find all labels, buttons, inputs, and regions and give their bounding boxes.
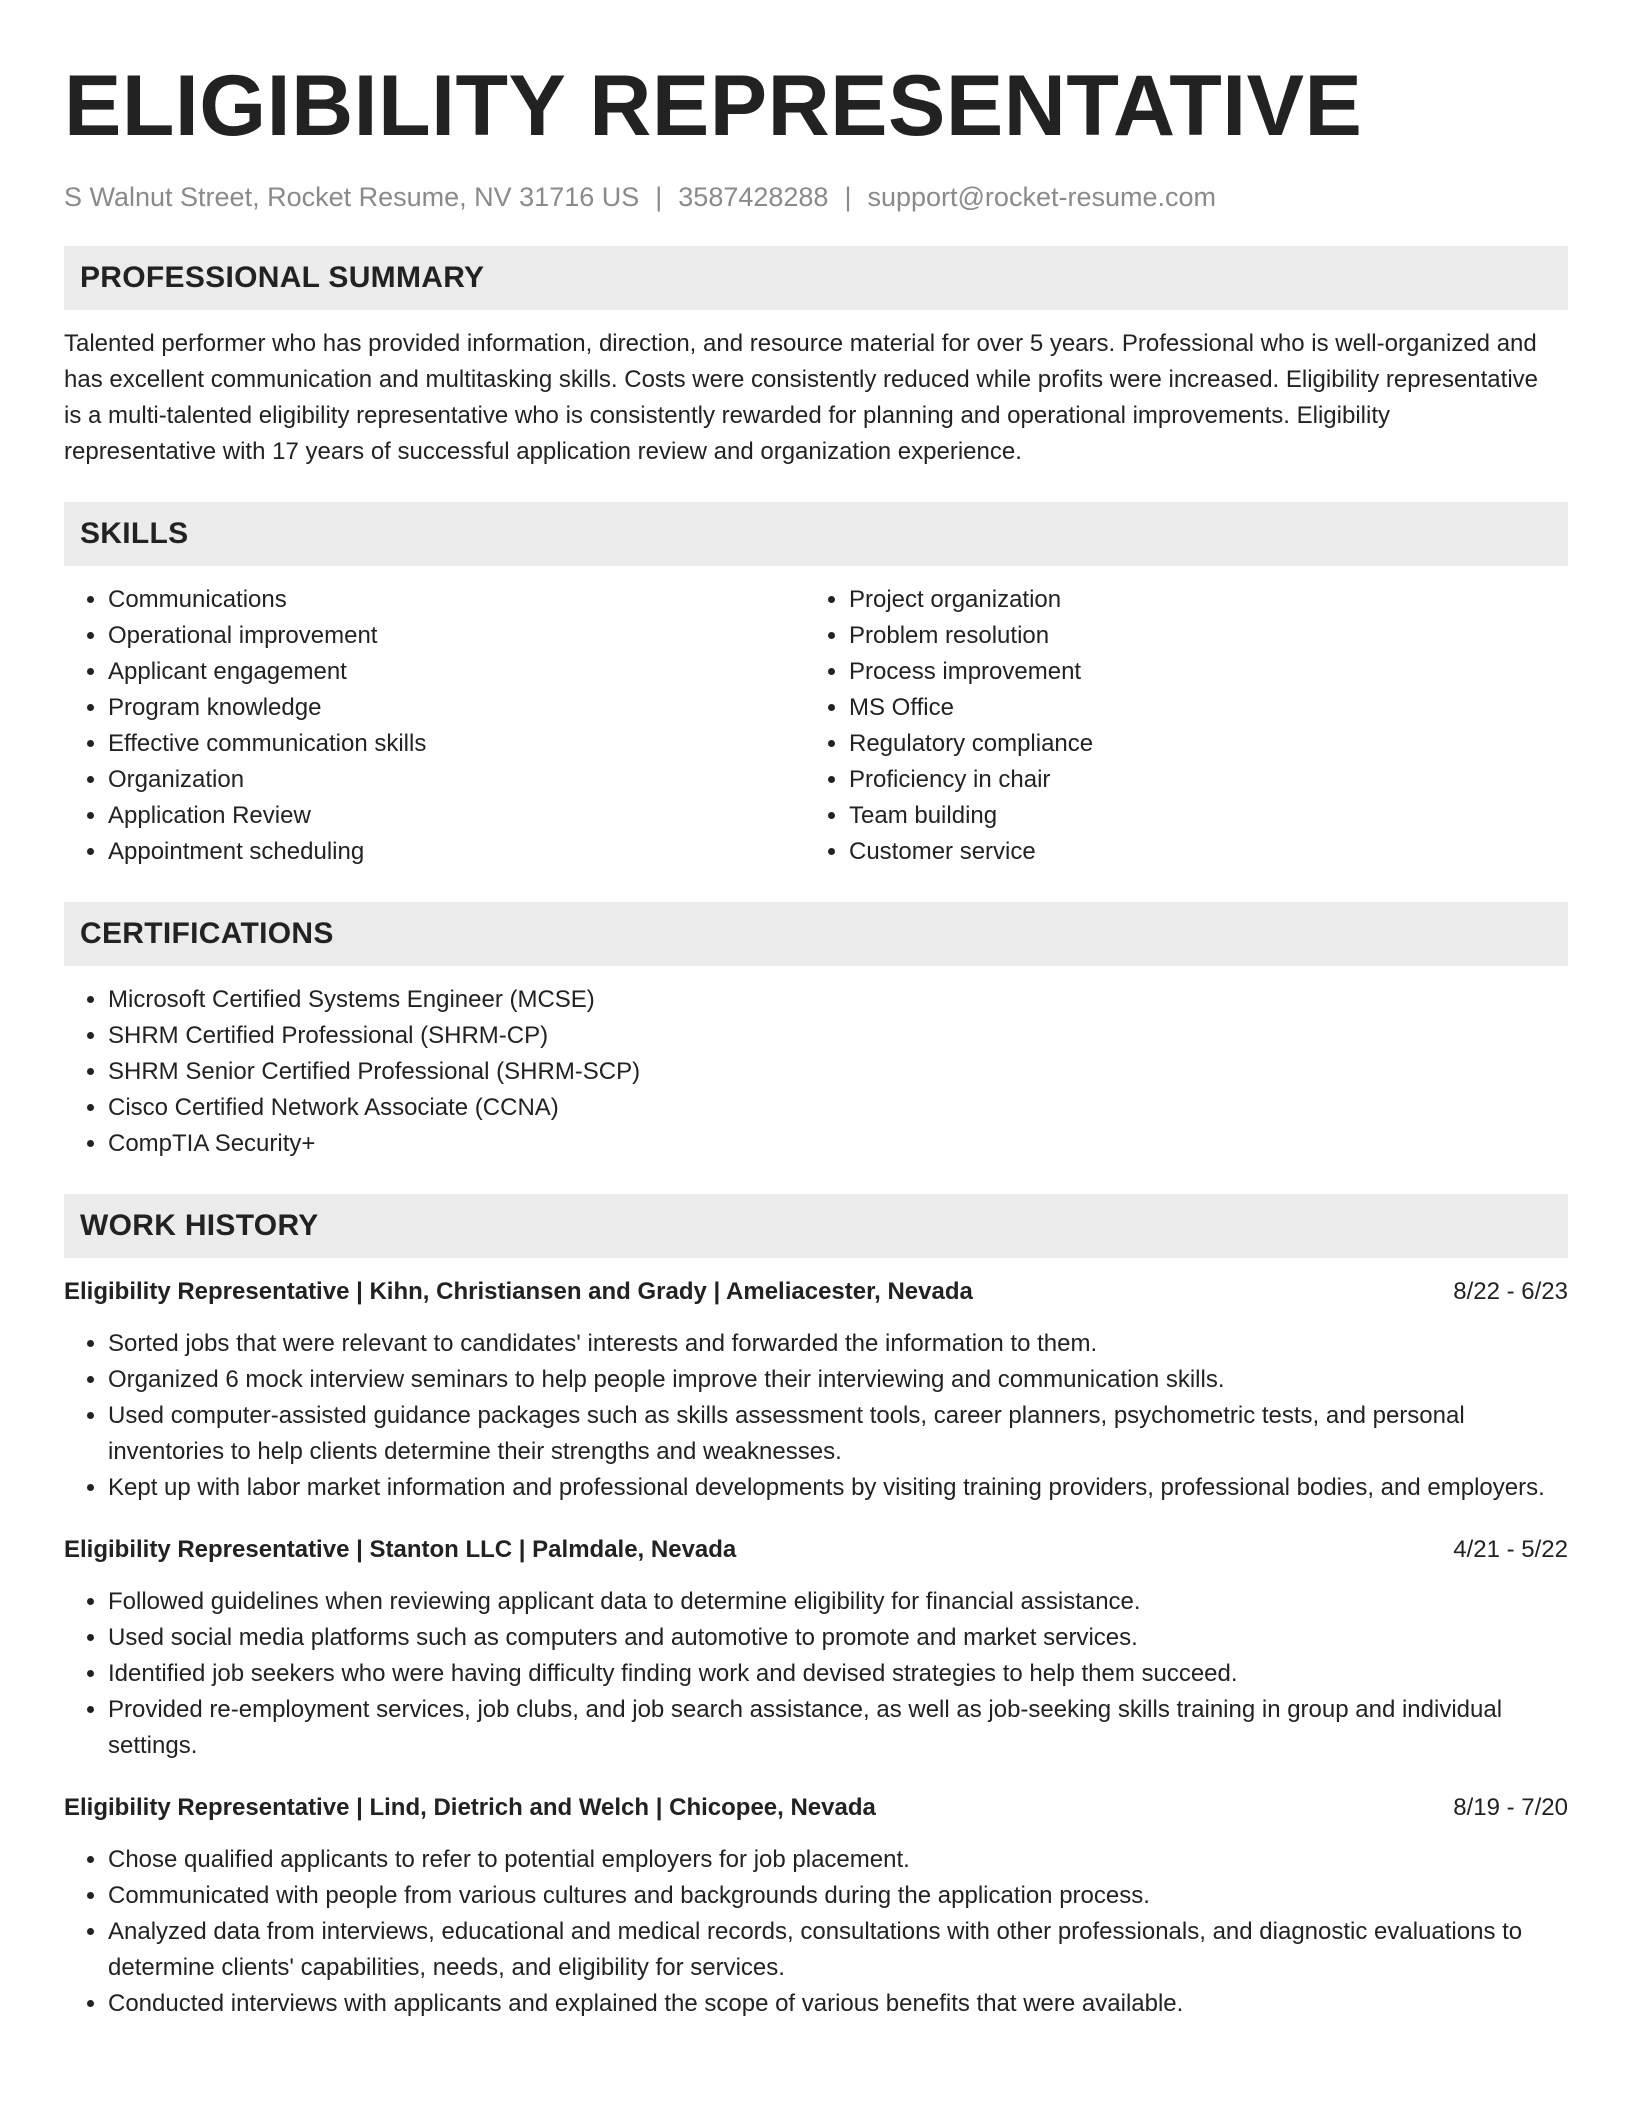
skill-item: • Process improvement	[849, 654, 1546, 690]
certification-item: • SHRM Certified Professional (SHRM-CP)	[108, 1018, 1568, 1054]
job-bullet: • Sorted jobs that were relevant to candidates' interests and forwarded the information to them.	[108, 1326, 1568, 1362]
work-history-heading: WORK HISTORY	[64, 1194, 1568, 1258]
skill-item: • Customer service	[849, 834, 1546, 870]
job-bullet: • Provided re-employment services, job clubs, and job search assistance, as well as job-seeking skills training in group and individual settings.	[108, 1692, 1568, 1764]
skills-column-left	[64, 582, 805, 870]
certification-item: • Microsoft Certified Systems Engineer (MCSE)	[108, 982, 1568, 1018]
job-bullet: • Chose qualified applicants to refer to potential employers for job placement.	[108, 1842, 1568, 1878]
skill-item: • MS Office	[849, 690, 1546, 726]
certification-item: • SHRM Senior Certified Professional (SHRM-SCP)	[108, 1054, 1568, 1090]
job-bullets	[64, 1584, 1568, 1764]
job-header	[64, 1790, 1568, 1826]
skill-item: • Team building	[849, 798, 1546, 834]
job-title-line: Eligibility Representative | Stanton LLC | Palmdale, Nevada	[64, 1536, 737, 1563]
job-dates: 4/21 - 5/22	[1453, 1536, 1568, 1563]
work-history-section	[64, 1194, 1568, 2022]
job-bullet: • Conducted interviews with applicants and explained the scope of various benefits that were available.	[108, 1986, 1568, 2022]
job-entry	[64, 1274, 1568, 1506]
skills-section	[64, 502, 1568, 870]
certification-item: • Cisco Certified Network Associate (CCNA)	[108, 1090, 1568, 1126]
skill-item: • Effective communication skills	[108, 726, 805, 762]
job-title-line: Eligibility Representative | Lind, Dietrich and Welch | Chicopee, Nevada	[64, 1794, 876, 1821]
skill-item: • Proficiency in chair	[849, 762, 1546, 798]
skill-item: • Communications	[108, 582, 805, 618]
job-title-line: Eligibility Representative | Kihn, Christiansen and Grady | Ameliacester, Nevada	[64, 1278, 973, 1305]
skill-item: • Application Review	[108, 798, 805, 834]
job-bullet: • Used computer-assisted guidance packages such as skills assessment tools, career planners, psychometric tests, and personal inventories to help clients determine their strengths and weaknesses.	[108, 1398, 1568, 1470]
job-bullet: • Analyzed data from interviews, educational and medical records, consultations with other professionals, and diagnostic evaluations to determine clients' capabilities, needs, and eligibility for services.	[108, 1914, 1568, 1986]
skill-item: • Appointment scheduling	[108, 834, 805, 870]
candidate-name: ELIGIBILITY REPRESENTATIVE	[64, 58, 1363, 154]
job-dates: 8/22 - 6/23	[1453, 1278, 1568, 1305]
job-entry	[64, 1790, 1568, 2022]
job-header	[64, 1274, 1568, 1310]
job-entry	[64, 1532, 1568, 1764]
skills-heading: SKILLS	[64, 502, 1568, 566]
summary-heading: PROFESSIONAL SUMMARY	[64, 246, 1568, 310]
job-bullets	[64, 1326, 1568, 1506]
job-bullet: • Kept up with labor market information and professional developments by visiting training providers, professional bodies, and employers.	[108, 1470, 1568, 1506]
job-bullet: • Followed guidelines when reviewing applicant data to determine eligibility for financial assistance.	[108, 1584, 1568, 1620]
job-bullet: • Used social media platforms such as computers and automotive to promote and market services.	[108, 1620, 1568, 1656]
skill-item: • Applicant engagement	[108, 654, 805, 690]
skill-item: • Organization	[108, 762, 805, 798]
job-bullet: • Communicated with people from various cultures and backgrounds during the application process.	[108, 1878, 1568, 1914]
job-header	[64, 1532, 1568, 1568]
contact-address: S Walnut Street, Rocket Resume, NV 31716 US	[64, 182, 640, 212]
job-dates: 8/19 - 7/20	[1453, 1794, 1568, 1821]
skill-item: • Program knowledge	[108, 690, 805, 726]
certifications-section	[64, 902, 1568, 1162]
skill-item: • Regulatory compliance	[849, 726, 1546, 762]
contact-separator: |	[655, 182, 663, 212]
skill-item: • Operational improvement	[108, 618, 805, 654]
contact-separator: |	[844, 182, 852, 212]
contact-phone: 3587428288	[678, 182, 829, 212]
contact-line	[64, 180, 1568, 214]
contact-email: support@rocket-resume.com	[867, 182, 1216, 212]
certification-item: • CompTIA Security+	[108, 1126, 1568, 1162]
skills-grid	[64, 582, 1568, 870]
job-bullet: • Organized 6 mock interview seminars to help people improve their interviewing and communication skills.	[108, 1362, 1568, 1398]
summary-section	[64, 246, 1568, 470]
certifications-heading: CERTIFICATIONS	[64, 902, 1568, 966]
job-bullet: • Identified job seekers who were having difficulty finding work and devised strategies to help them succeed.	[108, 1656, 1568, 1692]
skill-item: • Project organization	[849, 582, 1546, 618]
certifications-list	[64, 982, 1568, 1162]
summary-text: Talented performer who has provided information, direction, and resource material for over 5 years. Professional who is well-organized and has excellent communication and multitasking skills. Costs were consistently reduced while profits were increased. Eligibility representative is a multi-talented eligibility representative who is consistently rewarded for planning and operational improvements. Eligibility representative with 17 years of successful application review and organization experience.	[64, 330, 1538, 465]
skill-item: • Problem resolution	[849, 618, 1546, 654]
skills-column-right	[805, 582, 1546, 870]
job-bullets	[64, 1842, 1568, 2022]
